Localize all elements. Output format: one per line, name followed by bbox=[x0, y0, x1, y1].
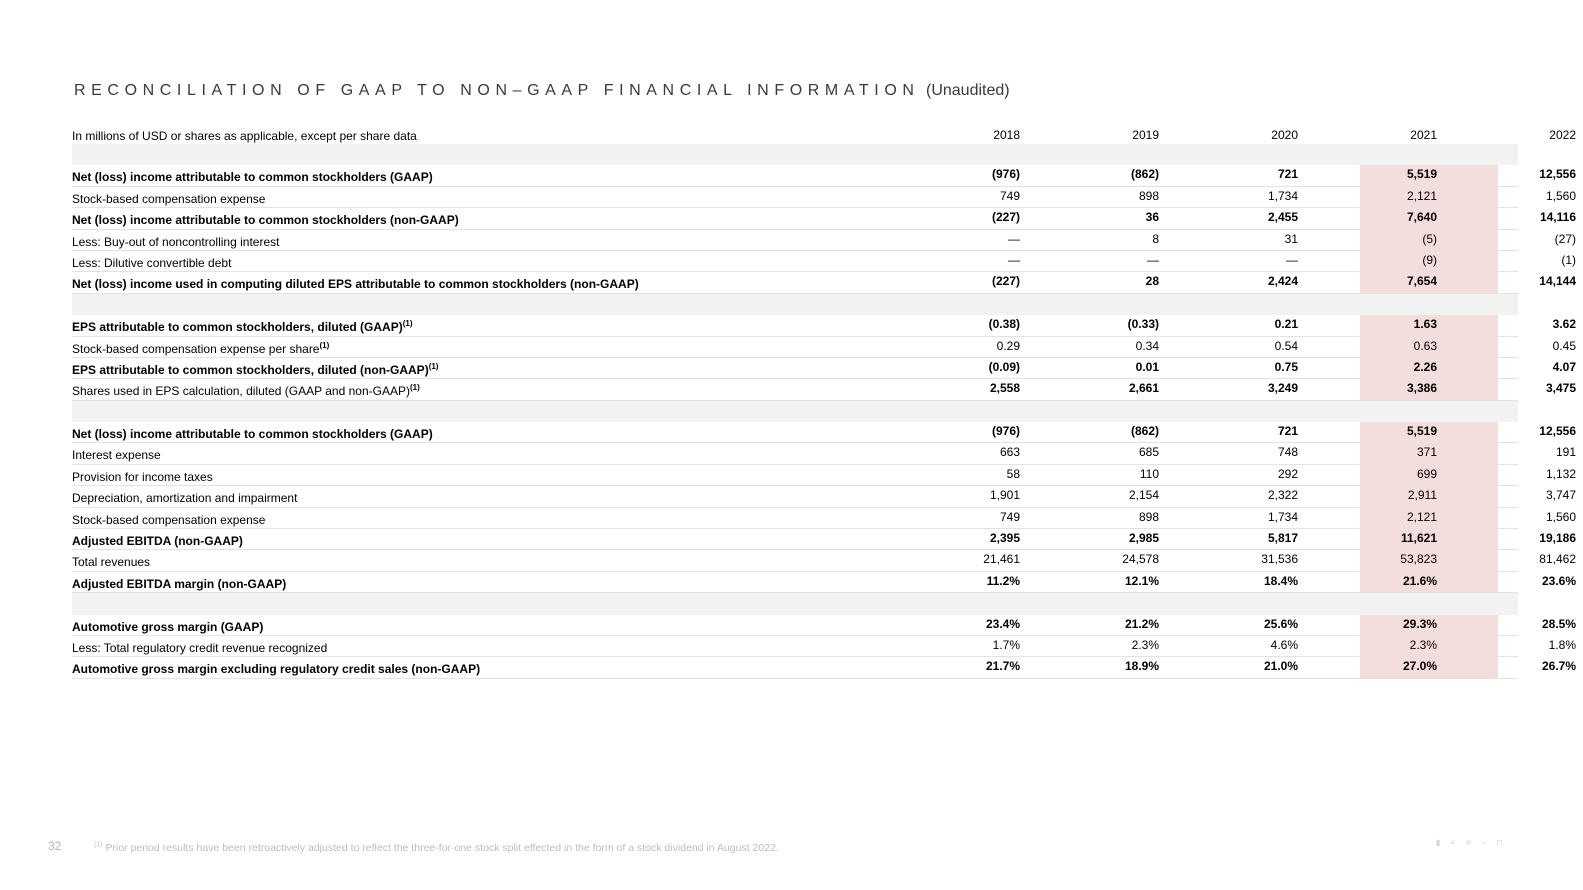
nav-icon: ▮ bbox=[1436, 838, 1441, 847]
value-cell: 0.21 bbox=[1274, 317, 1298, 332]
value-cell: 25.6% bbox=[1263, 616, 1298, 631]
value-cell: 721 bbox=[1277, 424, 1298, 439]
value-cell: (976) bbox=[991, 167, 1020, 182]
row-label-text: EPS attributable to common stockholders, diluted (non-GAAP) bbox=[72, 362, 429, 377]
footnote-ref: (1) bbox=[409, 383, 420, 393]
table-row bbox=[72, 422, 1576, 443]
table-row bbox=[72, 486, 1576, 507]
value-cell: — bbox=[1286, 252, 1298, 267]
value-cell: 12,556 bbox=[1539, 167, 1576, 182]
value-cell: 0.54 bbox=[1274, 338, 1298, 353]
row-label bbox=[72, 641, 327, 655]
value-cell: 2,985 bbox=[1128, 531, 1159, 546]
row-label bbox=[72, 320, 412, 334]
row-label bbox=[72, 256, 231, 270]
row-label-text: Provision for income taxes bbox=[72, 469, 213, 484]
value-cell: 2.3% bbox=[1131, 637, 1159, 652]
table-row bbox=[72, 379, 1576, 400]
value-cell: 31,536 bbox=[1261, 552, 1298, 567]
value-cell: 3.62 bbox=[1552, 317, 1576, 332]
value-cell: 14,144 bbox=[1539, 274, 1576, 289]
row-label bbox=[72, 192, 265, 206]
value-cell: 11,621 bbox=[1400, 531, 1437, 546]
value-cell: (9) bbox=[1422, 252, 1437, 267]
value-cell: 8 bbox=[1152, 231, 1159, 246]
value-cell: 18.4% bbox=[1263, 573, 1298, 588]
value-cell: 2,661 bbox=[1128, 381, 1159, 396]
nav-icon: ⊓ bbox=[1496, 838, 1503, 847]
value-cell: 3,249 bbox=[1267, 381, 1298, 396]
value-cell: 29.3% bbox=[1402, 616, 1437, 631]
value-cell: 12.1% bbox=[1124, 573, 1159, 588]
section-spacer bbox=[72, 401, 1518, 422]
value-cell: 685 bbox=[1138, 445, 1159, 460]
value-cell: 1,560 bbox=[1545, 509, 1576, 524]
row-label-text: Net (loss) income used in computing diluted EPS attributable to common stockholders (non-GAAP) bbox=[72, 277, 639, 292]
section-spacer bbox=[72, 294, 1518, 315]
row-label-text: Stock-based compensation expense per share bbox=[72, 341, 320, 356]
value-cell: 19,186 bbox=[1539, 531, 1576, 546]
value-cell: 31 bbox=[1284, 231, 1298, 246]
table-row bbox=[72, 465, 1576, 486]
value-cell: 36 bbox=[1145, 210, 1159, 225]
value-cell: 21.0% bbox=[1263, 659, 1298, 674]
value-cell: 0.34 bbox=[1135, 338, 1159, 353]
value-cell: 898 bbox=[1138, 188, 1159, 203]
row-label-text: Stock-based compensation expense bbox=[72, 191, 266, 206]
value-cell: 21.7% bbox=[985, 659, 1020, 674]
table-row bbox=[72, 550, 1576, 571]
value-cell: 4.6% bbox=[1270, 637, 1298, 652]
table-row bbox=[72, 208, 1576, 229]
row-label bbox=[72, 491, 297, 505]
value-cell: (0.09) bbox=[988, 359, 1020, 374]
row-label-text: Depreciation, amortization and impairment bbox=[72, 491, 298, 506]
row-label-text: Shares used in EPS calculation, diluted (GAAP and non-GAAP) bbox=[72, 384, 410, 399]
value-cell: (862) bbox=[1130, 167, 1159, 182]
value-cell: 371 bbox=[1416, 445, 1437, 460]
value-cell: 0.45 bbox=[1552, 338, 1576, 353]
value-cell: 58 bbox=[1006, 466, 1020, 481]
value-cell: 1,734 bbox=[1267, 509, 1298, 524]
value-cell: 27.0% bbox=[1402, 659, 1437, 674]
value-cell: 2,455 bbox=[1267, 210, 1298, 225]
value-cell: 1,734 bbox=[1267, 188, 1298, 203]
value-cell: (976) bbox=[991, 424, 1020, 439]
row-label bbox=[72, 534, 243, 548]
value-cell: — bbox=[1008, 231, 1020, 246]
value-cell: (27) bbox=[1554, 231, 1576, 246]
value-cell: 663 bbox=[999, 445, 1020, 460]
value-cell: 24,578 bbox=[1122, 552, 1159, 567]
row-label-text: Automotive gross margin (GAAP) bbox=[72, 619, 264, 634]
value-cell: (227) bbox=[991, 210, 1020, 225]
year-header: 2019 bbox=[1132, 128, 1159, 142]
value-cell: 748 bbox=[1277, 445, 1298, 460]
value-cell: 53,823 bbox=[1400, 552, 1437, 567]
row-label bbox=[72, 577, 286, 591]
row-label-text: Net (loss) income attributable to common stockholders (GAAP) bbox=[72, 170, 433, 185]
year-header: 2022 bbox=[1549, 128, 1576, 142]
row-label-text: Automotive gross margin excluding regulatory credit sales (non-GAAP) bbox=[72, 662, 481, 677]
row-label-text: EPS attributable to common stockholders, diluted (GAAP) bbox=[72, 320, 403, 335]
value-cell: 23.6% bbox=[1541, 573, 1576, 588]
value-cell: 0.63 bbox=[1413, 338, 1437, 353]
unit-label: In millions of USD or shares as applicable, except per share data bbox=[72, 129, 417, 143]
row-label bbox=[72, 384, 420, 398]
row-label bbox=[72, 213, 459, 227]
row-label-text: Total revenues bbox=[72, 555, 151, 570]
value-cell: 699 bbox=[1416, 466, 1437, 481]
footnote-mark: (1) bbox=[94, 841, 103, 849]
value-cell: 1,560 bbox=[1545, 188, 1576, 203]
row-label-text: Less: Dilutive convertible debt bbox=[72, 255, 232, 270]
value-cell: 2,911 bbox=[1407, 488, 1437, 503]
table-row bbox=[72, 165, 1576, 186]
value-cell: 23.4% bbox=[985, 616, 1020, 631]
table-row bbox=[72, 657, 1576, 678]
value-cell: 3,747 bbox=[1545, 488, 1576, 503]
nav-icon: ⌐ bbox=[1481, 838, 1487, 847]
row-label bbox=[72, 342, 329, 356]
row-label bbox=[72, 277, 639, 291]
value-cell: 1,132 bbox=[1545, 466, 1576, 481]
value-cell: 110 bbox=[1139, 466, 1159, 481]
value-cell: 5,817 bbox=[1267, 531, 1298, 546]
value-cell: (862) bbox=[1130, 424, 1159, 439]
value-cell: 898 bbox=[1138, 509, 1159, 524]
row-label bbox=[72, 170, 433, 184]
table-header-row bbox=[72, 124, 1576, 144]
table-row bbox=[72, 358, 1576, 379]
value-cell: 7,640 bbox=[1406, 210, 1437, 225]
nav-icon: ≋ bbox=[1465, 838, 1472, 847]
nav-icon: ≡ bbox=[1450, 838, 1456, 847]
table-row bbox=[72, 443, 1576, 464]
value-cell: 28.5% bbox=[1541, 616, 1576, 631]
row-label-text: Adjusted EBITDA (non-GAAP) bbox=[72, 534, 243, 549]
value-cell: 0.75 bbox=[1274, 359, 1298, 374]
value-cell: 191 bbox=[1555, 445, 1576, 460]
table-row bbox=[72, 230, 1576, 251]
value-cell: 2,121 bbox=[1406, 509, 1437, 524]
row-label bbox=[72, 470, 213, 484]
year-header: 2020 bbox=[1271, 128, 1298, 142]
year-header: 2021 bbox=[1410, 128, 1437, 142]
row-label bbox=[72, 235, 279, 249]
row-label bbox=[72, 662, 480, 676]
value-cell: 81,462 bbox=[1539, 552, 1576, 567]
value-cell: 2.26 bbox=[1413, 359, 1437, 374]
table-row bbox=[72, 337, 1576, 358]
value-cell: 4.07 bbox=[1552, 359, 1576, 374]
value-cell: 0.01 bbox=[1135, 359, 1159, 374]
row-label-text: Less: Buy-out of noncontrolling interest bbox=[72, 234, 280, 249]
row-label bbox=[72, 513, 265, 527]
table-row bbox=[72, 615, 1576, 636]
value-cell: 1,901 bbox=[989, 488, 1020, 503]
row-label bbox=[72, 555, 150, 569]
value-cell: 26.7% bbox=[1541, 659, 1576, 674]
value-cell: 0.29 bbox=[996, 338, 1020, 353]
value-cell: (227) bbox=[991, 274, 1020, 289]
page-number: 32 bbox=[48, 839, 62, 853]
footnote-ref: (1) bbox=[428, 361, 439, 371]
value-cell: 21.6% bbox=[1402, 573, 1437, 588]
footnote-ref: (1) bbox=[402, 319, 413, 329]
value-cell: 28 bbox=[1145, 274, 1159, 289]
value-cell: 11.2% bbox=[986, 573, 1020, 588]
value-cell: 3,386 bbox=[1406, 381, 1437, 396]
value-cell: 3,475 bbox=[1545, 381, 1576, 396]
value-cell: 292 bbox=[1277, 466, 1298, 481]
value-cell: — bbox=[1147, 252, 1159, 267]
row-label-text: Adjusted EBITDA margin (non-GAAP) bbox=[72, 576, 287, 591]
value-cell: 14,116 bbox=[1539, 210, 1576, 225]
value-cell: 5,519 bbox=[1406, 167, 1437, 182]
value-cell: 2,395 bbox=[989, 531, 1020, 546]
corner-icons bbox=[1436, 838, 1503, 847]
footnote-ref: (1) bbox=[319, 340, 330, 350]
row-label bbox=[72, 620, 263, 634]
value-cell: 18.9% bbox=[1124, 659, 1159, 674]
year-header: 2018 bbox=[993, 128, 1020, 142]
reconciliation-table bbox=[72, 124, 1576, 679]
value-cell: 1.63 bbox=[1413, 317, 1437, 332]
row-label-text: Interest expense bbox=[72, 448, 161, 463]
value-cell: (0.38) bbox=[988, 317, 1020, 332]
table-row bbox=[72, 187, 1576, 208]
table-row bbox=[72, 572, 1576, 593]
footnote bbox=[94, 842, 779, 854]
value-cell: 2,322 bbox=[1267, 488, 1298, 503]
value-cell: 721 bbox=[1277, 167, 1298, 182]
value-cell: 2,558 bbox=[989, 381, 1020, 396]
row-label bbox=[72, 427, 433, 441]
value-cell: 1.7% bbox=[992, 637, 1020, 652]
row-label-text: Less: Total regulatory credit revenue recognized bbox=[72, 640, 328, 655]
value-cell: 749 bbox=[999, 509, 1020, 524]
page-title-main: RECONCILIATION OF GAAP TO NON–GAAP FINANCIAL INFORMATION bbox=[74, 82, 920, 99]
table-row bbox=[72, 636, 1576, 657]
table-row bbox=[72, 529, 1576, 550]
row-label-text: Net (loss) income attributable to common stockholders (non-GAAP) bbox=[72, 213, 459, 228]
value-cell: (0.33) bbox=[1127, 317, 1159, 332]
value-cell: (5) bbox=[1422, 231, 1437, 246]
table-row bbox=[72, 315, 1576, 336]
value-cell: 12,556 bbox=[1539, 424, 1576, 439]
section-spacer bbox=[72, 593, 1518, 614]
page-title bbox=[74, 82, 1010, 100]
value-cell: 2.3% bbox=[1409, 637, 1437, 652]
page-title-sub: (Unaudited) bbox=[926, 82, 1010, 99]
value-cell: — bbox=[1008, 252, 1020, 267]
table-row bbox=[72, 508, 1576, 529]
value-cell: 2,424 bbox=[1267, 274, 1298, 289]
value-cell: (1) bbox=[1561, 252, 1576, 267]
row-label-text: Stock-based compensation expense bbox=[72, 512, 266, 527]
table-row bbox=[72, 272, 1576, 293]
row-label bbox=[72, 363, 438, 377]
table-row bbox=[72, 251, 1576, 272]
footnote-text: Prior period results have been retroactively adjusted to reflect the three-for-one stock split effected in the form of a stock dividend in August 2022. bbox=[105, 842, 779, 854]
row-label bbox=[72, 448, 161, 462]
section-spacer bbox=[72, 144, 1518, 165]
value-cell: 2,121 bbox=[1406, 188, 1437, 203]
value-cell: 7,654 bbox=[1406, 274, 1437, 289]
value-cell: 5,519 bbox=[1406, 424, 1437, 439]
row-label-text: Net (loss) income attributable to common stockholders (GAAP) bbox=[72, 427, 433, 442]
value-cell: 21.2% bbox=[1124, 616, 1159, 631]
value-cell: 21,461 bbox=[983, 552, 1020, 567]
value-cell: 749 bbox=[999, 188, 1020, 203]
value-cell: 1.8% bbox=[1548, 637, 1576, 652]
value-cell: 2,154 bbox=[1128, 488, 1159, 503]
